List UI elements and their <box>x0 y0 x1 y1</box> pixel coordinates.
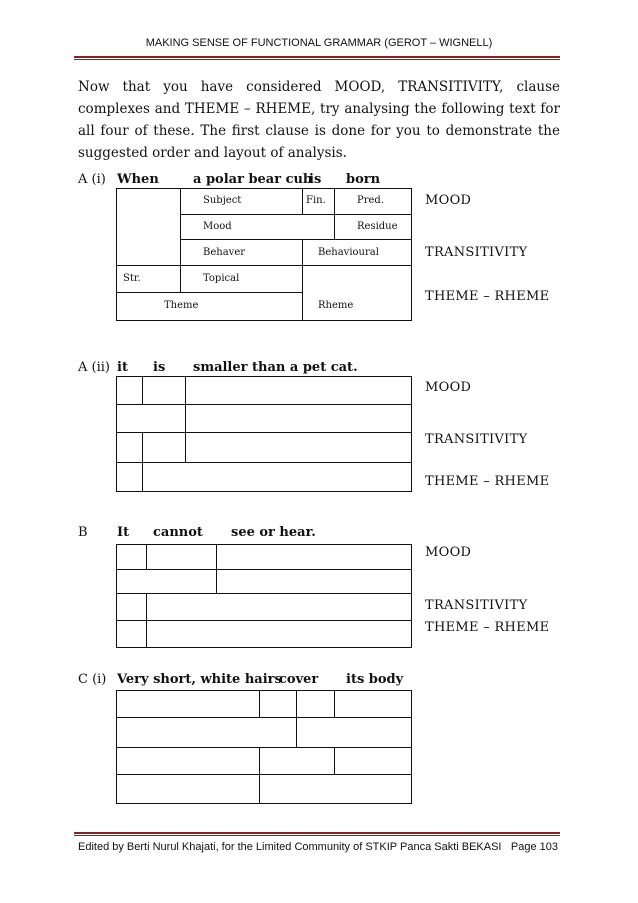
clause-word: When <box>117 172 159 187</box>
cell-rheme: Rheme <box>318 300 354 311</box>
label-theme-rheme: THEME – RHEME <box>425 620 550 635</box>
page-header: MAKING SENSE OF FUNCTIONAL GRAMMAR (GEROT – WIGNELL) <box>145 37 493 49</box>
header-rule <box>74 56 560 58</box>
section-id: C (i) <box>78 672 107 687</box>
clause-word: smaller than a pet cat. <box>193 360 358 375</box>
label-theme-rheme: THEME – RHEME <box>425 289 550 304</box>
label-transitivity: TRANSITIVITY <box>425 432 528 447</box>
clause-word: cannot <box>153 525 203 540</box>
header-rule-thin <box>74 59 560 60</box>
section-id: A (ii) <box>78 360 110 375</box>
clause-word: a polar bear cub <box>193 172 313 187</box>
label-transitivity: TRANSITIVITY <box>425 598 528 613</box>
clause-word: born <box>346 172 381 187</box>
cell-behavioural: Behavioural <box>318 247 379 258</box>
clause-word: it <box>117 360 128 375</box>
label-mood: MOOD <box>425 545 472 560</box>
cell-theme: Theme <box>164 300 199 311</box>
clause-word: see or hear. <box>231 525 316 540</box>
clause-word: its body <box>346 672 404 687</box>
cell-predicator: Pred. <box>357 195 385 206</box>
clause-word: It <box>117 525 130 540</box>
cell-finite: Fin. <box>306 195 326 206</box>
cell-topical: Topical <box>203 273 240 284</box>
cell-behaver: Behaver <box>203 247 246 258</box>
cell-mood: Mood <box>203 221 232 232</box>
label-transitivity: TRANSITIVITY <box>425 245 528 260</box>
page-footer <box>78 841 558 853</box>
footer-rule <box>74 832 560 834</box>
label-mood: MOOD <box>425 193 472 208</box>
clause-word: Very short, white hairs <box>117 672 282 687</box>
footer-credit: Edited by Berti Nurul Khajati, for the Limited Community of STKIP Panca Sakti BEKASI <box>78 841 502 853</box>
clause-word: cover <box>279 672 319 687</box>
label-mood: MOOD <box>425 380 472 395</box>
cell-residue: Residue <box>357 221 398 232</box>
cell-subject: Subject <box>203 195 242 206</box>
page-number: Page 103 <box>510 841 558 853</box>
cell-structural: Str. <box>123 273 141 284</box>
clause-word: is <box>309 172 322 187</box>
section-id: B <box>78 525 88 540</box>
intro-paragraph: Now that you have considered MOOD, TRANSITIVITY, clause complexes and THEME – RHEME, try analysing the following text for all four of these. The first clause is done for you to demonstrate the suggested order and layout of analysis. <box>78 79 560 161</box>
clause-word: is <box>153 360 166 375</box>
section-id: A (i) <box>78 172 106 187</box>
label-theme-rheme: THEME – RHEME <box>425 474 550 489</box>
footer-rule-thin <box>74 835 560 836</box>
